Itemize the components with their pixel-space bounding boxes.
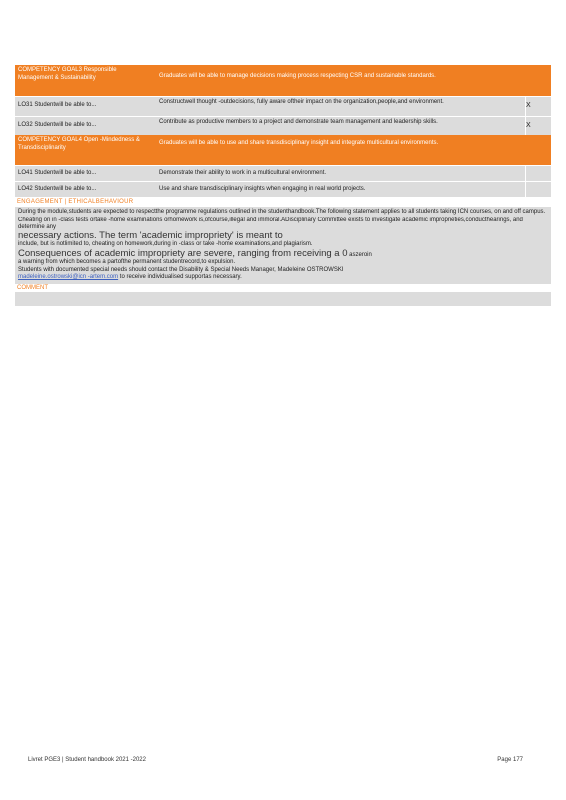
lo32-mark: X <box>525 117 551 135</box>
ethics-paragraph-4: Students with documented special needs should contact the Disability & Special Needs Manager, Madeleine OSTROWSKI <box>18 266 344 273</box>
ethics-paragraph-2-line <box>18 231 548 242</box>
lo31-code: LO31 Studentwill be able to... <box>18 102 97 108</box>
lo42-row <box>15 181 551 197</box>
ethics-paragraph-2b: include, but is notlimited to, cheating on homework,during in -class or take -home examinations,and plagiarism. <box>18 241 313 247</box>
lo41-mark <box>525 166 551 181</box>
page-footer <box>28 757 523 763</box>
lo32-row <box>15 116 551 135</box>
ethics-paragraph-2-emphasis: necessary actions. The term 'academic impropriety' is meant to <box>18 230 283 241</box>
footer-handbook-title: Livret PGE3 | Student handbook 2021 -2022 <box>28 757 146 763</box>
goal3-row <box>15 65 551 96</box>
lo31-mark: X <box>525 97 551 116</box>
lo41-code: LO41 Studentwill be able to... <box>18 170 97 176</box>
ethics-paragraph-3 <box>18 249 548 260</box>
lo42-code: LO42 Studentwill be able to... <box>18 186 97 192</box>
lo31-text: Constructwell thought -outdecisions, fully aware oftheir impact on the organization,people,and environment. <box>159 99 444 105</box>
ethics-paragraph-4-contact <box>18 274 548 282</box>
goal4-row <box>15 135 551 165</box>
goal4-title: COMPETENCY GOAL4 Open -Mindedness & Transdisciplinarity <box>18 137 140 151</box>
ethics-paragraph-4b: to receive individualised supportas necessary. <box>119 274 242 280</box>
lo32-text: Contribute as productive members to a project and demonstrate team management and leadership skills. <box>159 119 438 125</box>
lo41-row <box>15 165 551 181</box>
comment-heading: COMMENT <box>17 284 48 291</box>
goal4-description: Graduates will be able to use and share transdisciplinary insight and integrate multicultural environments. <box>159 140 439 146</box>
ethics-paragraph-1: During the module,students are expected to respectthe programme regulations outlined in the studenthandbook.The following statement applies to all students taking ICN courses, on and off campus. <box>18 209 546 215</box>
footer-page-number: Page 177 <box>497 757 523 763</box>
engagement-heading: ENGAGEMENT | ETHICALBEHAVIOUR <box>17 199 134 205</box>
ethics-statement <box>15 207 551 284</box>
ethics-paragraph-3-emphasis: Consequences of academic impropriety are severe, ranging from receiving a 0 <box>18 248 348 259</box>
lo42-text: Use and share transdisciplinary insights when engaging in real world projects. <box>159 186 366 192</box>
ethics-paragraph-2 <box>18 217 548 232</box>
goal3-title: COMPETENCY GOAL3 Responsible Management & Sustainability <box>18 67 117 81</box>
curriculum-table <box>15 65 551 306</box>
lo31-row <box>15 96 551 116</box>
lo32-code: LO32 Studentwill be able to... <box>18 122 97 128</box>
goal3-description: Graduates will be able to manage decisions making process respecting CSR and sustainable standards. <box>159 73 436 79</box>
comment-box <box>15 292 551 306</box>
manager-email-link[interactable]: madeleine.ostrowski@icn -artem.com <box>18 274 119 280</box>
lo42-mark <box>525 182 551 197</box>
lo41-text: Demonstrate their ability to work in a multicultural environment. <box>159 170 327 176</box>
ethics-paragraph-3b: a warning from which becomes a partofthe permanent studentrecord,to expulsion. <box>18 259 236 265</box>
ethics-paragraph-2a: Cheating on in -class tests ortake -home examinations orhomework is,ofcourse,illegal and immoral.ADisciplinary Committee exists to investigate academic improprieties,conducthearings, and determine any <box>18 216 523 230</box>
ethics-paragraph-3-overlap: aszeroin <box>349 251 372 258</box>
